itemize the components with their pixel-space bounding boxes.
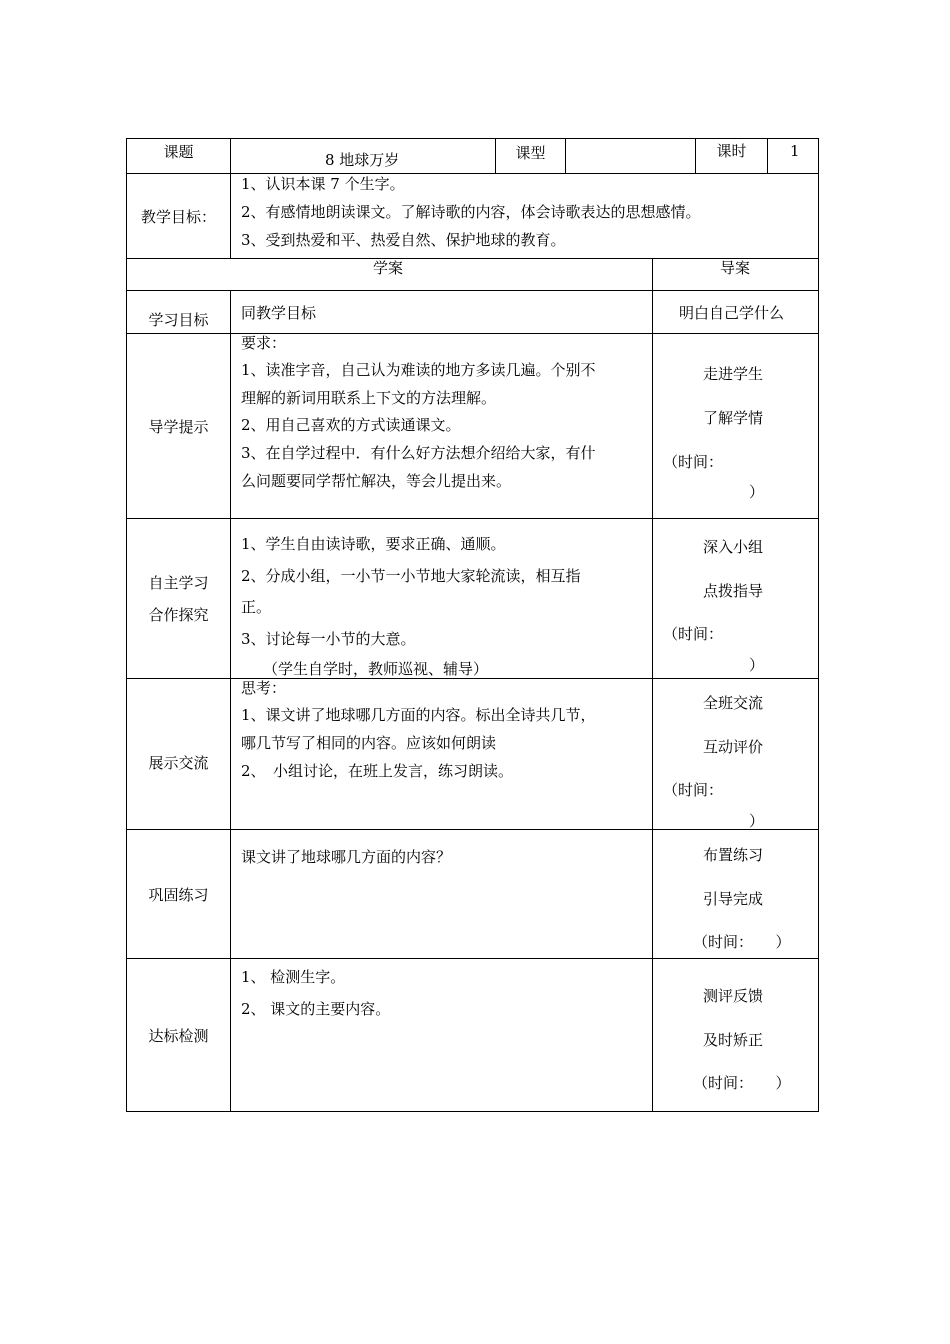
- topic-value: 8 地球万岁: [325, 151, 400, 169]
- row-content-cell: [230, 678, 653, 830]
- guide-line: 了解学情: [703, 409, 764, 427]
- guide-line: 明白自己学什么: [679, 304, 785, 322]
- objective-item: 1、认识本课 7 个生字。: [241, 175, 405, 193]
- content-line: 3、在自学过程中．有什么好方法想介绍给大家，有什: [241, 444, 596, 462]
- guide-line: 点拨指导: [703, 582, 764, 600]
- objective-item: 2、有感情地朗读课文。了解诗歌的内容，体会诗歌表达的思想感情。: [241, 203, 701, 221]
- topic-label: 课题: [163, 142, 194, 161]
- objective-item: 3、受到热爱和平、热爱自然、保护地球的教育。: [241, 231, 566, 249]
- row-label: 合作探究: [148, 605, 209, 624]
- guide-line: 走进学生: [703, 365, 764, 383]
- row-guide-cell: [652, 829, 819, 959]
- content-line: 1、读准字音，自己认为难读的地方多读几遍。个别不: [241, 361, 596, 379]
- row-label: 学习目标: [148, 310, 209, 329]
- guide-line: （时间：: [663, 625, 724, 643]
- guide-line: 深入小组: [703, 538, 764, 556]
- content-line: 2、 课文的主要内容。: [241, 1000, 391, 1018]
- content-line: 1、学生自由读诗歌，要求正确、通顺。: [241, 535, 506, 553]
- guide-column-header: 导案: [720, 259, 751, 277]
- content-line: 同教学目标: [241, 304, 317, 322]
- row-guide-cell: [652, 958, 819, 1112]
- period-label: 课时: [716, 141, 747, 160]
- row-label: 达标检测: [148, 1026, 209, 1045]
- period-value: 1: [790, 142, 800, 160]
- row-label-cell: [126, 678, 231, 830]
- row-label-cell: [126, 333, 231, 519]
- content-line: 要求：: [241, 334, 287, 352]
- type-value-cell: [565, 138, 696, 174]
- row-label-cell: [126, 290, 231, 334]
- guide-line: 互动评价: [703, 738, 764, 756]
- content-line: 2、分成小组，一小节一小节地大家轮流读，相互指: [241, 567, 581, 585]
- topic-value-cell: [230, 138, 496, 174]
- guide-line: 及时矫正: [703, 1031, 764, 1049]
- row-label-cell: [126, 518, 231, 679]
- row-content-cell: [230, 333, 653, 519]
- content-line: 么问题要同学帮忙解决，等会儿提出来。: [241, 472, 512, 490]
- row-label-cell: [126, 958, 231, 1112]
- row-content-cell: [230, 290, 653, 334]
- row-guide-cell: [652, 333, 819, 519]
- period-value-cell: [767, 138, 819, 174]
- guide-line: （时间： ）: [693, 933, 791, 951]
- content-line: 思考：: [241, 679, 287, 697]
- content-line: 3、讨论每一小节的大意。: [241, 630, 416, 648]
- content-line: 2、 小组讨论，在班上发言，练习朗读。: [241, 762, 514, 780]
- content-line: 1、 检测生字。: [241, 968, 346, 986]
- content-line: 理解的新词用联系上下文的方法理解。: [241, 389, 497, 407]
- content-line: （学生自学时，教师巡视、辅导）: [263, 660, 489, 678]
- row-content-cell: [230, 829, 653, 959]
- guide-line: （时间：: [663, 453, 724, 471]
- guide-line: ）: [749, 812, 765, 830]
- row-content-cell: [230, 518, 653, 679]
- row-label: 导学提示: [148, 417, 209, 436]
- content-line: 哪几节写了相同的内容。应该如何朗读: [241, 734, 497, 752]
- study-column-header: 学案: [373, 259, 404, 277]
- row-label: 展示交流: [148, 753, 209, 772]
- study-column-header-cell: [126, 258, 653, 291]
- guide-column-header-cell: [652, 258, 819, 291]
- type-label: 课型: [515, 143, 546, 162]
- row-label: 自主学习: [148, 573, 209, 592]
- row-guide-cell: [652, 290, 819, 334]
- guide-line: 全班交流: [703, 694, 764, 712]
- row-guide-cell: [652, 678, 819, 830]
- objectives-label: 教学目标：: [140, 207, 216, 226]
- type-label-cell: [495, 138, 566, 174]
- guide-line: 引导完成: [703, 890, 764, 908]
- objectives-content-cell: [230, 173, 819, 259]
- row-label-cell: [126, 829, 231, 959]
- guide-line: ）: [749, 483, 765, 501]
- content-line: 正。: [241, 598, 272, 616]
- guide-line: 测评反馈: [703, 987, 764, 1005]
- guide-line: ）: [749, 656, 765, 674]
- guide-line: （时间： ）: [693, 1074, 791, 1092]
- content-line: 1、课文讲了地球哪几方面的内容。标出全诗共几节，: [241, 706, 596, 724]
- topic-label-cell: [126, 138, 231, 174]
- content-line: 2、用自己喜欢的方式读通课文。: [241, 416, 461, 434]
- guide-line: （时间：: [663, 781, 724, 799]
- objectives-label-cell: [126, 173, 231, 259]
- row-content-cell: [230, 958, 653, 1112]
- period-label-cell: [695, 138, 768, 174]
- row-label: 巩固练习: [148, 885, 209, 904]
- row-guide-cell: [652, 518, 819, 679]
- content-line: 课文讲了地球哪几方面的内容？: [241, 848, 452, 866]
- guide-line: 布置练习: [703, 846, 764, 864]
